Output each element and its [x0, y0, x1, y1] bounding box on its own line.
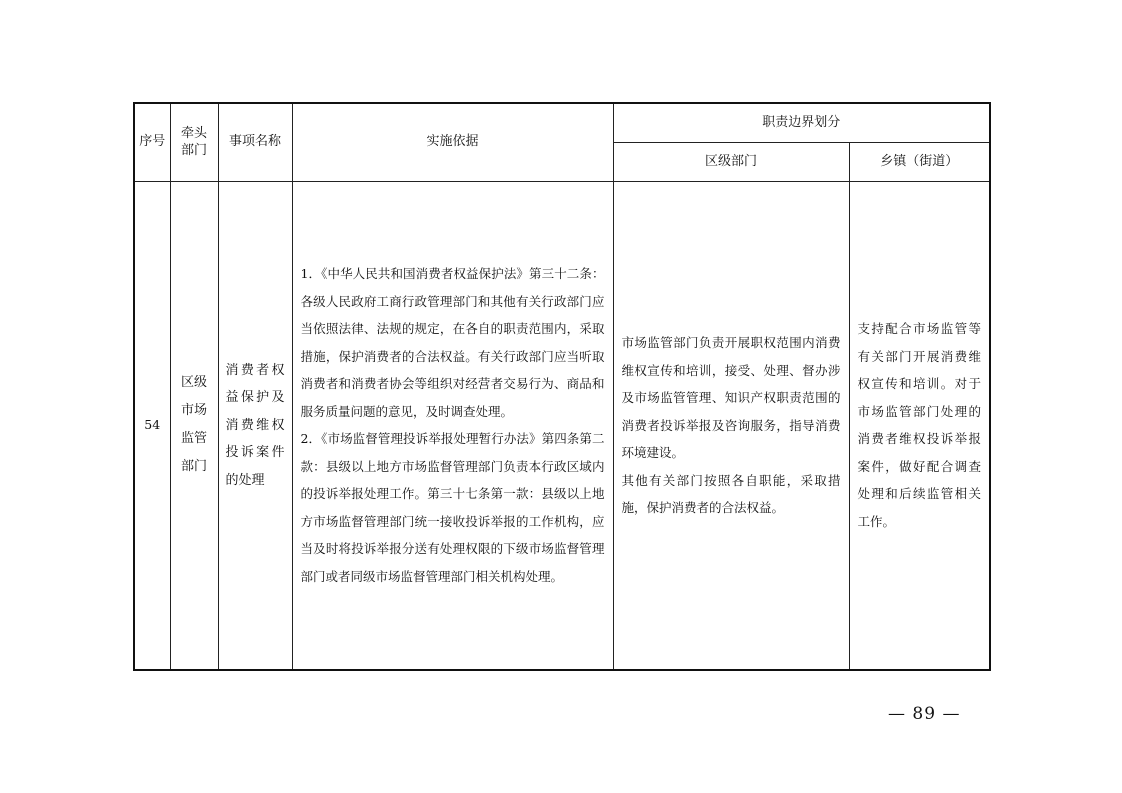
header-township: 乡镇（街道） [849, 142, 990, 181]
row-district-text [614, 329, 849, 522]
district-paragraph: 市场监管部门负责开展职权范围内消费维权宣传和培训，接受、处理、督办涉及市场监管管理、知识产权职责范围的消费者投诉举报及咨询服务，指导消费环境建设。 [621, 335, 841, 460]
row-item-name [218, 181, 292, 670]
row-item-name-text: 消费者权益保护及消费维权投诉案件的处理 [225, 362, 285, 488]
row-district [613, 181, 849, 670]
row-seq: 54 [134, 181, 170, 670]
header-lead-dept-text: 牵头部门 [180, 126, 207, 159]
basis-paragraph: 1．《中华人民共和国消费者权益保护法》第三十二条：各级人民政府工商行政管理部门和其他有关行政部门应当依照法律、法规的规定，在各自的职责范围内，采取措施，保护消费者的合法权益。有关行政部门应当听取消费者和消费者协会等组织对经营者交易行为、商品和服务质量问题的意见，及时调查处理。 [300, 266, 605, 419]
header-lead-dept [170, 103, 218, 181]
row-township [849, 181, 990, 670]
row-basis [292, 181, 613, 670]
row-township-text: 支持配合市场监管等有关部门开展消费维权宣传和培训。对于市场监管部门处理的消费者维权投诉举报案件，做好配合调查处理和后续监管相关工作。 [857, 321, 982, 529]
header-seq: 序号 [134, 103, 170, 181]
header-district-dept: 区级部门 [613, 142, 849, 181]
header-basis: 实施依据 [292, 103, 613, 181]
district-paragraph: 其他有关部门按照各自职能，采取措施，保护消费者的合法权益。 [621, 472, 841, 515]
header-item-name: 事项名称 [218, 103, 292, 181]
row-lead-dept [170, 181, 218, 670]
row-lead-dept-text: 区级市场监管部门 [180, 375, 207, 475]
page-number: — 89 — [888, 704, 961, 724]
duty-table [133, 102, 991, 671]
row-basis-text [293, 260, 613, 590]
header-duty-division: 职责边界划分 [613, 103, 990, 142]
basis-paragraph: 2．《市场监督管理投诉举报处理暂行办法》第四条第二款：县级以上地方市场监督管理部门负责本行政区域内的投诉举报处理工作。第三十七条第一款：县级以上地方市场监督管理部门统一接收投诉举报的工作机构，应当及时将投诉举报分送有处理权限的下级市场监督管理部门或者同级市场监督管理部门相关机构处理。 [300, 431, 605, 584]
